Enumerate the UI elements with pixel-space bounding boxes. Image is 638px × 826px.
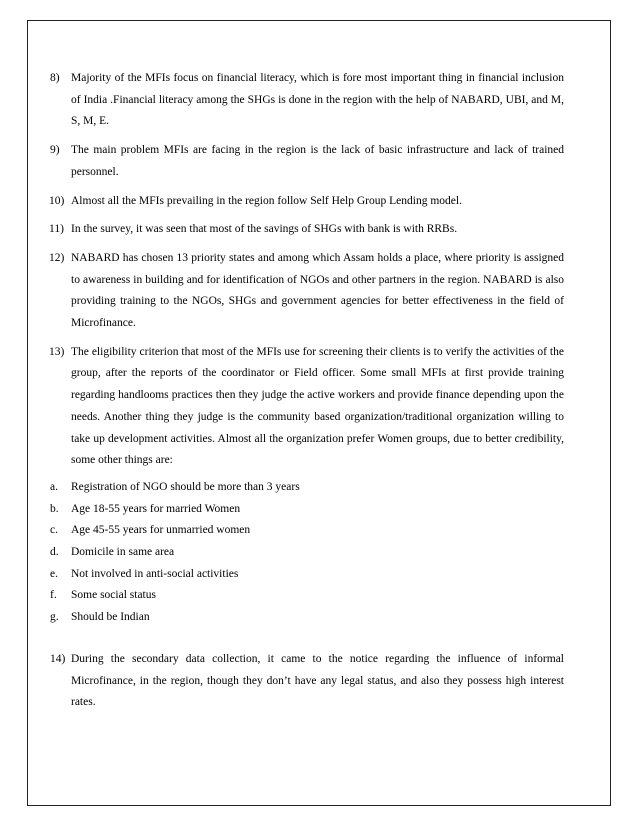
item-text: NABARD has chosen 13 priority states and among which Assam holds a place, where priority is assigned to awareness in building and for identification of NGOs and other partners in the region. NABARD is also providing training to the NGOs, SHGs and government agencies for better effectiveness in the field of Microfinance.	[71, 251, 564, 330]
item-text: Almost all the MFIs prevailing in the region follow Self Help Group Lending model.	[71, 194, 462, 207]
criteria-text: Domicile in same area	[71, 546, 175, 559]
item-number: 13)	[49, 345, 65, 358]
criteria-item-g	[50, 607, 564, 629]
criteria-letter: c.	[50, 524, 58, 537]
criteria-letter: a.	[50, 480, 58, 493]
item-text: In the survey, it was seen that most of the savings of SHGs with bank is with RRBs.	[71, 223, 458, 236]
criteria-letter: b.	[50, 502, 59, 515]
criteria-letter: e.	[50, 567, 58, 580]
criteria-text: Age 18-55 years for married Women	[71, 502, 241, 515]
criteria-text: Should be Indian	[71, 611, 150, 624]
list-item-10	[50, 191, 564, 213]
item-number: 9)	[50, 144, 60, 157]
list-item-9	[50, 140, 564, 183]
item-text: The eligibility criterion that most of the MFIs use for screening their clients is to verify the activities of the group, after the reports of the coordinator or Field officer. Some small MFIs at first provide training regarding handlooms practices then they judge the active workers and provide finance depending upon the needs. Another thing they judge is the community based organization/traditional organization willing to take up development activities. Almost all the organization prefer Women groups, due to better credibility, some other things are:	[71, 345, 564, 467]
document-body	[50, 68, 564, 721]
list-item-8	[50, 68, 564, 133]
criteria-list	[50, 477, 564, 629]
criteria-text: Registration of NGO should be more than 3 years	[71, 480, 300, 493]
list-item-12	[50, 248, 564, 335]
list-item-14	[50, 649, 564, 714]
item-number: 14)	[50, 652, 66, 665]
item-number: 11)	[49, 223, 64, 236]
criteria-letter: d.	[50, 546, 59, 559]
criteria-text: Some social status	[71, 589, 156, 602]
item-text: The main problem MFIs are facing in the region is the lack of basic infrastructure and lack of trained personnel.	[71, 144, 564, 178]
criteria-letter: f.	[50, 589, 57, 602]
item-number: 12)	[49, 251, 65, 264]
list-item-11	[50, 219, 564, 241]
criteria-item-a	[50, 477, 564, 499]
criteria-item-d	[50, 542, 564, 564]
criteria-text: Age 45-55 years for unmarried women	[71, 524, 251, 537]
list-item-13	[50, 342, 564, 472]
criteria-item-e	[50, 564, 564, 586]
item-text: During the secondary data collection, it came to the notice regarding the influence of informal Microfinance, in the region, though they don’t have any legal status, and also they possess high interest rates.	[71, 652, 564, 709]
item-number: 8)	[50, 72, 60, 84]
item-number: 10)	[49, 194, 65, 207]
item-text: Majority of the MFIs focus on financial literacy, which is fore most important thing in financial inclusion of India .Financial literacy among the SHGs is done in the region with the help of NABARD, UBI, and M, S, M, E.	[71, 72, 564, 128]
criteria-item-b	[50, 499, 564, 521]
criteria-letter: g.	[50, 611, 59, 624]
criteria-item-c	[50, 520, 564, 542]
criteria-item-f	[50, 585, 564, 607]
criteria-text: Not involved in anti-social activities	[71, 567, 239, 580]
